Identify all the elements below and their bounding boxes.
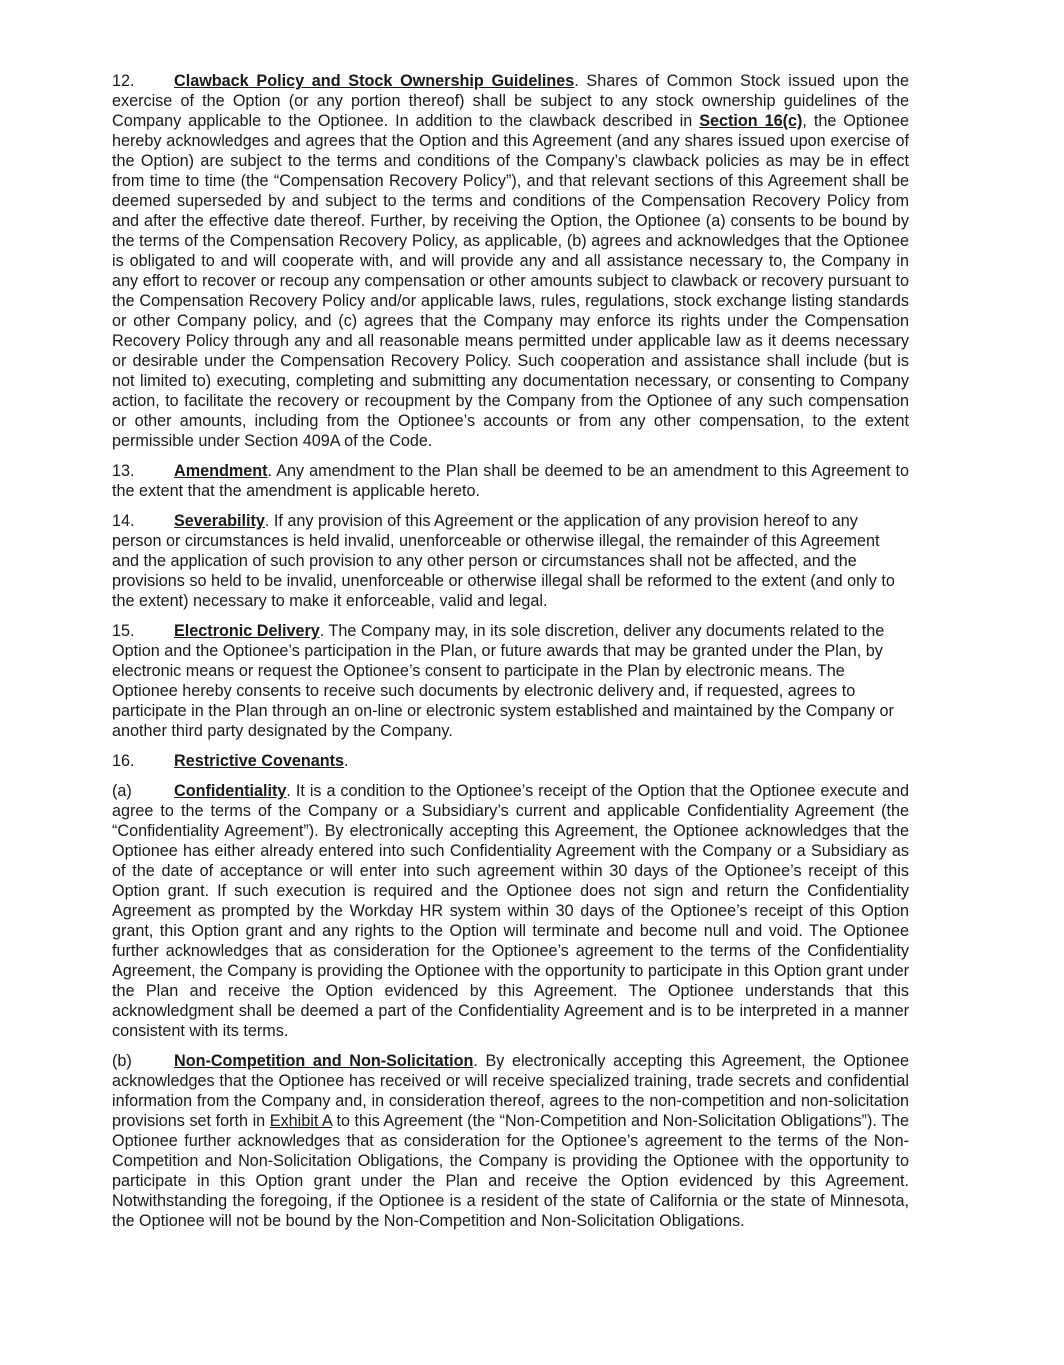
exhibit-a-reference: Exhibit A xyxy=(269,1112,332,1130)
section-heading: Non-Competition and Non-Solicitation xyxy=(174,1052,474,1070)
section-heading: Confidentiality xyxy=(174,782,287,800)
section-number: 16. xyxy=(112,752,135,770)
section-text-continued: to this Agreement (the “Non-Competition and Non-Solicitation Obligations”). The Optionee further acknowledges that as consideration for the Optionee’s agreement to the terms of the Non-Competition and Non-Solicitation Obligations, the Company is providing the Optionee with the opportunity to participate in this Option grant under the Plan and receive the Option evidenced by this Agreement. Notwithstanding the foregoing, if the Optionee is a resident of the state of California or the state of Minnesota, the Optionee will not be bound by the Non-Competition and Non-Solicitation Obligations. xyxy=(112,1112,910,1230)
section-number: (b) xyxy=(112,1052,132,1070)
section-13-amendment xyxy=(112,461,909,501)
section-12-clawback xyxy=(112,71,909,451)
section-heading: Clawback Policy and Stock Ownership Guidelines xyxy=(174,72,575,90)
section-text: . If any provision of this Agreement or the application of any provision hereof to any person or circumstances is held invalid, unenforceable or otherwise illegal, the remainder of this Agreement and the application of such provision to any other person or circumstances shall not be affected, and the provisions so held to be invalid, unenforceable or otherwise illegal shall be reformed to the extent (and only to the extent) necessary to make it enforceable, valid and legal. xyxy=(112,512,895,610)
section-heading: Severability xyxy=(174,512,265,530)
section-number: 15. xyxy=(112,622,135,640)
section-16c-reference: Section 16(c) xyxy=(699,112,803,130)
section-text: . Shares of Common Stock issued upon the exercise of the Option (or any portion thereof) shall be subject to any stock ownership guidelines of the Company applicable to the Optionee. In addition to the clawback described in xyxy=(112,72,909,130)
section-16a-confidentiality xyxy=(112,781,909,1041)
section-text-continued: , the Optionee hereby acknowledges and agrees that the Option and this Agreement (and any shares issued upon exercise of the Option) are subject to the terms and conditions of the Company’s clawback policies as may be in effect from time to time (the “Compensation Recovery Policy”), and that relevant sections of this Agreement shall be deemed superseded by and subject to the terms and conditions of the Compensation Recovery Policy from and after the effective date thereof. Further, by receiving the Option, the Optionee (a) consents to be bound by the terms of the Compensation Recovery Policy, as applicable, (b) agrees and acknowledges that the Optionee is obligated to and will cooperate with, and will provide any and all assistance necessary to, the Company in any effort to recover or recoup any compensation or other amounts subject to clawback or recovery pursuant to the Compensation Recovery Policy and/or applicable laws, rules, regulations, stock exchange listing standards or other Company policy, and (c) agrees that the Company may enforce its rights under the Compensation Recovery Policy through any and all reasonable means permitted under applicable law as it deems necessary or desirable under the Compensation Recovery Policy. Such cooperation and assistance shall include (but is not limited to) executing, completing and submitting any documentation necessary, or consenting to Company action, to facilitate the recovery or recoupment by the Company from the Optionee of any such compensation or other amounts, including from the Optionee’s accounts or from any other compensation, to the extent permissible under Section 409A of the Code. xyxy=(112,112,909,450)
section-16-restrictive-covenants xyxy=(112,751,909,771)
section-text: . xyxy=(344,752,349,770)
section-15-electronic-delivery xyxy=(112,621,909,741)
document-page xyxy=(112,71,909,1241)
section-heading: Restrictive Covenants xyxy=(174,752,345,770)
section-number: 14. xyxy=(112,512,135,530)
section-heading: Amendment xyxy=(174,462,268,480)
section-number: 12. xyxy=(112,72,135,90)
section-14-severability xyxy=(112,511,909,611)
section-text: . Any amendment to the Plan shall be deemed to be an amendment to this Agreement to the extent that the amendment is applicable hereto. xyxy=(112,462,909,500)
section-16b-non-competition xyxy=(112,1051,909,1231)
section-text: . The Company may, in its sole discretion, deliver any documents related to the Option and the Optionee’s participation in the Plan, or future awards that may be granted under the Plan, by electronic means or request the Optionee’s consent to participate in the Plan by electronic means. The Optionee hereby consents to receive such documents by electronic delivery and, if requested, agrees to participate in the Plan through an on-line or electronic system established and maintained by the Company or another third party designated by the Company. xyxy=(112,622,894,740)
section-number: (a) xyxy=(112,782,132,800)
section-text: . By electronically accepting this Agreement, the Optionee acknowledges that the Optionee has received or will receive specialized training, trade secrets and confidential information from the Company and, in consideration thereof, agrees to the non-competition and non-solicitation provisions set forth in xyxy=(112,1052,909,1130)
section-text: . It is a condition to the Optionee’s receipt of the Option that the Optionee execute and agree to the terms of the Company or a Subsidiary’s current and applicable Confidentiality Agreement (the “Confidentiality Agreement”). By electronically accepting this Agreement, the Optionee acknowledges that the Optionee has either already entered into such Confidentiality Agreement with the Company or a Subsidiary as of the date of acceptance or will enter into such agreement within 30 days of the Optionee’s receipt of this Option grant. If such execution is required and the Optionee does not sign and return the Confidentiality Agreement as prompted by the Workday HR system within 30 days of the Optionee’s receipt of this Option grant, this Option grant and any rights to the Option will terminate and become null and void. The Optionee further acknowledges that as consideration for the Optionee’s agreement to the terms of the Confidentiality Agreement, the Company is providing the Optionee with the opportunity to participate in this Option grant under the Plan and receive the Option evidenced by this Agreement. The Optionee understands that this acknowledgment shall be deemed a part of the Confidentiality Agreement and is to be interpreted in a manner consistent with its terms. xyxy=(112,782,909,1040)
section-heading: Electronic Delivery xyxy=(174,622,320,640)
section-number: 13. xyxy=(112,462,135,480)
